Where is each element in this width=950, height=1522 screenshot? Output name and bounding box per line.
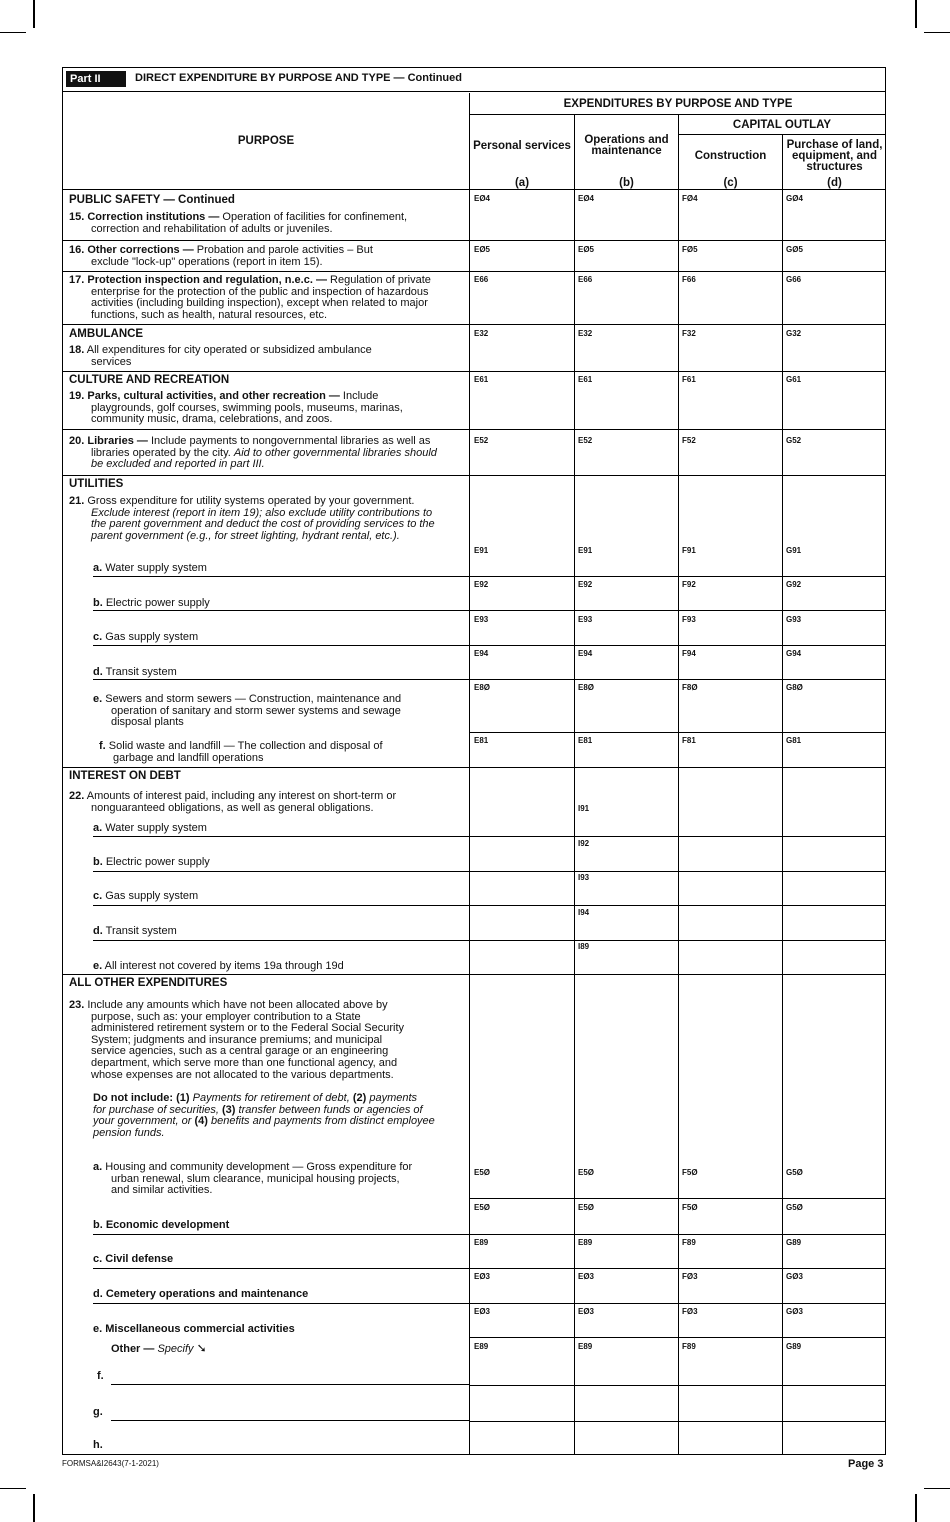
- item-text: Include: [342, 390, 379, 402]
- field-code: E32: [578, 329, 593, 338]
- row-divider: [63, 767, 886, 768]
- item-22: [69, 791, 465, 814]
- item-letter: b.: [93, 856, 103, 868]
- note-text: Payments for retirement of debt,: [192, 1092, 350, 1104]
- item-text: the parent government and deduct the cost of providing services to the: [91, 518, 435, 531]
- utility-a: [93, 562, 207, 574]
- item-text: libraries operated by the city.: [91, 446, 231, 459]
- underline: [93, 1303, 469, 1304]
- field-code: G52: [786, 436, 802, 445]
- utility-f: [99, 741, 469, 764]
- field-code: E92: [578, 580, 593, 589]
- note-text: your government, or: [93, 1115, 192, 1128]
- field-code: E91: [578, 546, 593, 555]
- item-text: correction and rehabilitation of adults or juveniles.: [91, 222, 333, 235]
- other-g: [93, 1406, 103, 1418]
- utility-e: [93, 694, 469, 729]
- item-letter: a.: [93, 822, 103, 834]
- field-code: E89: [578, 1342, 593, 1351]
- item-text: Sewers and storm sewers — Construction, maintenance and: [105, 693, 402, 705]
- item-text: Amounts of interest paid, including any interest on short-term or: [86, 790, 397, 802]
- interest-code: I92: [578, 839, 590, 848]
- item-number: 21.: [69, 495, 85, 507]
- item-letter: c.: [93, 1253, 103, 1265]
- item-letter: d.: [93, 666, 103, 678]
- section-utilities: UTILITIES: [69, 478, 124, 490]
- interest-e: [93, 960, 344, 972]
- field-code: E32: [474, 329, 489, 338]
- underline: [93, 905, 469, 906]
- item-21: [69, 496, 467, 542]
- row-divider: [469, 1268, 886, 1269]
- row-divider: [469, 1337, 886, 1338]
- item-text: and similar activities.: [111, 1184, 213, 1197]
- field-code: F66: [682, 275, 696, 284]
- item-letter: c.: [93, 631, 103, 643]
- row-divider: [63, 324, 886, 325]
- item-text: All expenditures for city operated or subsidized ambulance: [86, 344, 372, 356]
- item-text: exclude "lock-up" operations (report in item 15).: [91, 255, 323, 268]
- item-title: Other corrections —: [87, 244, 194, 256]
- row-divider: [469, 732, 886, 733]
- field-code: F94: [682, 649, 696, 658]
- field-code: E66: [578, 275, 593, 284]
- expenditure-form: [62, 67, 886, 1455]
- item-text: services: [91, 355, 132, 368]
- item-letter: d.: [93, 1288, 103, 1300]
- crop-mark: [915, 0, 917, 28]
- crop-mark: [915, 1494, 917, 1522]
- underline: [93, 1234, 469, 1235]
- field-code: E89: [578, 1238, 593, 1247]
- item-letter: a.: [93, 562, 103, 574]
- utility-d: [93, 666, 177, 678]
- col-d-letter: (d): [827, 177, 842, 189]
- item-text: purpose, such as: your employer contribution to a State: [91, 1010, 361, 1023]
- part-title: DIRECT EXPENDITURE BY PURPOSE AND TYPE — Continued: [135, 72, 462, 84]
- note-number: (4): [194, 1115, 208, 1128]
- field-code: F8Ø: [682, 683, 698, 692]
- note-title: Do not include:: [93, 1092, 174, 1104]
- row-divider: [469, 576, 886, 577]
- item-text: Civil defense: [105, 1253, 174, 1265]
- col-a-header: Personal services: [473, 139, 571, 152]
- row-divider: [63, 475, 886, 476]
- field-code: EØ3: [578, 1272, 595, 1281]
- item-number: 17.: [69, 274, 85, 286]
- crop-mark: [924, 1488, 950, 1489]
- item-text: playgrounds, golf courses, swimming pools, museums, marinas,: [91, 401, 403, 414]
- field-code: E52: [474, 436, 489, 445]
- field-code: G61: [786, 375, 802, 384]
- item-number: 20.: [69, 435, 85, 447]
- field-code: EØ3: [474, 1272, 491, 1281]
- other-d: [93, 1288, 308, 1300]
- item-text: Aid to other governmental libraries should: [233, 446, 437, 459]
- item-number: 23.: [69, 999, 85, 1011]
- item-text: Exclude interest (report in item 19); also exclude utility contributions to: [91, 506, 433, 519]
- item-text: Operation of facilities for confinement,: [222, 211, 408, 223]
- field-code: EØ4: [578, 194, 595, 203]
- crop-mark: [0, 1488, 26, 1489]
- item-text: be excluded and reported in part III.: [91, 458, 265, 471]
- item-text: Gas supply system: [105, 890, 199, 902]
- do-not-include-note: [93, 1093, 469, 1139]
- item-text: Electric power supply: [105, 597, 210, 609]
- item-18: [69, 345, 465, 368]
- interest-code: I93: [578, 873, 590, 882]
- field-code: E94: [474, 649, 489, 658]
- item-text: Include payments to nongovernmental libraries as well as: [150, 435, 431, 447]
- interest-d: [93, 925, 177, 937]
- item-17: [69, 275, 465, 321]
- field-code: EØ4: [474, 194, 491, 203]
- item-letter: d.: [93, 925, 103, 937]
- form-number: FORMSA&I2643(7-1-2021): [62, 1459, 159, 1468]
- field-code: FØ3: [682, 1272, 698, 1281]
- row-divider: [469, 1303, 886, 1304]
- item-letter: e.: [93, 693, 103, 705]
- row-divider: [469, 679, 886, 680]
- section-ambulance: AMBULANCE: [69, 328, 144, 340]
- field-code: G89: [786, 1342, 802, 1351]
- item-text: department, which serve more than one functional agency, and: [91, 1056, 398, 1069]
- field-code: E5Ø: [578, 1168, 595, 1177]
- field-code: G93: [786, 615, 802, 624]
- divider: [469, 114, 885, 115]
- field-code: E8Ø: [474, 683, 491, 692]
- note-text: for purchase of securities,: [93, 1103, 219, 1116]
- other-a: [93, 1162, 469, 1197]
- item-text: administered retirement system or to the Federal Social Security: [91, 1022, 405, 1035]
- field-code: GØ3: [786, 1272, 803, 1281]
- arrow-icon: ➘: [196, 1341, 207, 1355]
- field-code: E8Ø: [578, 683, 595, 692]
- row-divider: [469, 836, 886, 837]
- field-code: E5Ø: [474, 1203, 491, 1212]
- item-text: Miscellaneous commercial activities: [105, 1323, 295, 1335]
- field-code: F5Ø: [682, 1203, 698, 1212]
- underline: [93, 645, 469, 646]
- note-number: (2): [352, 1092, 367, 1104]
- crop-mark: [0, 32, 26, 33]
- field-code: E94: [578, 649, 593, 658]
- field-code: E52: [578, 436, 593, 445]
- specify-line-f[interactable]: [111, 1384, 469, 1385]
- field-code: E61: [578, 375, 593, 384]
- item-23: [69, 1000, 465, 1081]
- other-b: [93, 1219, 229, 1231]
- field-code: F91: [682, 546, 696, 555]
- item-letter: g.: [93, 1406, 103, 1418]
- field-code: F89: [682, 1238, 696, 1247]
- section-culture: CULTURE AND RECREATION: [69, 374, 230, 386]
- field-code: F89: [682, 1342, 696, 1351]
- item-text: Solid waste and landfill — The collection and disposal of: [108, 740, 383, 752]
- other-specify: [111, 1341, 207, 1355]
- item-letter: e.: [93, 960, 103, 972]
- item-number: 16.: [69, 244, 85, 256]
- item-text: All interest not covered by items 19a through 19d: [104, 960, 344, 972]
- interest-a: [93, 822, 207, 834]
- other-h: [93, 1439, 103, 1451]
- interest-code: I91: [578, 804, 590, 813]
- note-text: benefits and payments from distinct employee: [211, 1115, 435, 1128]
- row-divider: [469, 940, 886, 941]
- item-text: urban renewal, slum clearance, municipal housing projects,: [111, 1172, 400, 1185]
- underline: [93, 576, 469, 577]
- field-code: G92: [786, 580, 802, 589]
- row-divider: [469, 871, 886, 872]
- field-code: E81: [474, 736, 489, 745]
- field-code: E66: [474, 275, 489, 284]
- field-code: G94: [786, 649, 802, 658]
- field-code: GØ3: [786, 1307, 803, 1316]
- utility-b: [93, 597, 210, 609]
- field-code: G5Ø: [786, 1203, 803, 1212]
- purpose-header: PURPOSE: [237, 134, 295, 147]
- field-code: E5Ø: [474, 1168, 491, 1177]
- field-code: EØ5: [578, 245, 595, 254]
- divider: [574, 115, 575, 1455]
- item-text: service agencies, such as a central garage or an engineering: [91, 1045, 389, 1058]
- row-divider: [469, 1421, 886, 1422]
- field-code: F93: [682, 615, 696, 624]
- col-d-header: Purchase of land, equipment, and structures: [786, 138, 883, 173]
- interest-b: [93, 856, 210, 868]
- row-divider: [63, 371, 886, 372]
- field-code: E91: [474, 546, 489, 555]
- note-number: (3): [222, 1103, 236, 1116]
- crop-mark: [33, 0, 35, 28]
- row-divider: [469, 610, 886, 611]
- specify-label: Specify: [157, 1343, 194, 1355]
- field-code: F81: [682, 736, 696, 745]
- field-code: G89: [786, 1238, 802, 1247]
- field-code: E5Ø: [578, 1203, 595, 1212]
- item-text: whose expenses are not allocated to the various departments.: [91, 1068, 394, 1081]
- item-letter: f.: [97, 1370, 104, 1382]
- field-code: G8Ø: [786, 683, 803, 692]
- underline: [93, 836, 469, 837]
- item-text: Transit system: [105, 925, 177, 937]
- field-code: F32: [682, 329, 696, 338]
- row-divider: [469, 1385, 886, 1386]
- item-text: community music, drama, celebrations, and zoos.: [91, 413, 333, 426]
- row-divider: [469, 1234, 886, 1235]
- col-a-letter: (a): [514, 177, 530, 189]
- item-letter: f.: [99, 740, 106, 752]
- item-text: Cemetery operations and maintenance: [105, 1288, 309, 1300]
- col-c-letter: (c): [723, 177, 738, 189]
- item-number: 18.: [69, 344, 85, 356]
- part-label: Part II: [66, 71, 126, 87]
- item-title: Correction institutions —: [87, 211, 220, 223]
- row-divider: [469, 905, 886, 906]
- row-divider: [63, 429, 886, 430]
- field-code: E93: [474, 615, 489, 624]
- field-code: EØ3: [474, 1307, 491, 1316]
- underline: [93, 1268, 469, 1269]
- item-text: activities (including building inspection), except when related to major: [91, 297, 428, 310]
- item-text: Regulation of private: [330, 274, 431, 286]
- expenditures-header: EXPENDITURES BY PURPOSE AND TYPE: [563, 97, 793, 110]
- item-text: Electric power supply: [105, 856, 210, 868]
- item-text: Probation and parole activities – But: [196, 244, 373, 256]
- utility-c: [93, 631, 198, 643]
- field-code: F92: [682, 580, 696, 589]
- item-text: System; judgments and insurance premiums; and municipal: [91, 1033, 383, 1046]
- item-text: enterprise for the protection of the public and inspection of hazardous: [91, 285, 429, 298]
- row-divider: [63, 271, 886, 272]
- underline: [93, 871, 469, 872]
- interest-code: I94: [578, 908, 590, 917]
- item-title: Protection inspection and regulation, n.e.c. —: [87, 274, 327, 286]
- row-divider: [63, 240, 886, 241]
- row-divider: [469, 645, 886, 646]
- field-code: FØ4: [682, 194, 698, 203]
- page-number: Page 3: [848, 1458, 884, 1470]
- item-15: [69, 212, 465, 235]
- field-code: G32: [786, 329, 802, 338]
- item-title: Libraries —: [87, 435, 148, 447]
- section-interest: INTEREST ON DEBT: [69, 770, 181, 782]
- item-letter: c.: [93, 890, 103, 902]
- field-code: E89: [474, 1238, 489, 1247]
- field-code: G5Ø: [786, 1168, 803, 1177]
- col-b-letter: (b): [619, 177, 634, 189]
- item-text: operation of sanitary and storm sewer systems and sewage: [111, 704, 401, 717]
- specify-line-g[interactable]: [111, 1420, 469, 1421]
- item-text: Water supply system: [105, 822, 207, 834]
- item-text: Transit system: [105, 666, 177, 678]
- item-number: 15.: [69, 211, 85, 223]
- item-text: Include any amounts which have not been allocated above by: [87, 999, 388, 1011]
- item-letter: b.: [93, 597, 103, 609]
- underline: [93, 679, 469, 680]
- divider: [63, 189, 886, 190]
- field-code: E89: [474, 1342, 489, 1351]
- field-code: E61: [474, 375, 489, 384]
- interest-c: [93, 890, 198, 902]
- item-20: [69, 436, 467, 471]
- field-code: E81: [578, 736, 593, 745]
- field-code: F5Ø: [682, 1168, 698, 1177]
- item-text: nonguaranteed obligations, as well as general obligations.: [91, 801, 374, 814]
- item-text: disposal plants: [111, 716, 184, 729]
- item-text: garbage and landfill operations: [113, 751, 264, 764]
- item-letter: b.: [93, 1219, 103, 1231]
- item-19: [69, 391, 465, 426]
- item-16: [69, 245, 465, 268]
- field-code: G66: [786, 275, 802, 284]
- section-public-safety: PUBLIC SAFETY — Continued: [69, 194, 235, 206]
- divider: [678, 115, 679, 1455]
- note-number: (1): [176, 1092, 190, 1104]
- item-title: Parks, cultural activities, and other recreation —: [87, 390, 340, 402]
- note-text: transfer between funds or agencies of: [238, 1103, 423, 1116]
- section-other: ALL OTHER EXPENDITURES: [69, 977, 228, 989]
- field-code: G81: [786, 736, 802, 745]
- item-text: Economic development: [105, 1219, 230, 1231]
- crop-mark: [924, 32, 950, 33]
- other-f: [97, 1370, 104, 1382]
- crop-mark: [33, 1494, 35, 1522]
- field-code: F52: [682, 436, 696, 445]
- item-letter: h.: [93, 1439, 103, 1451]
- field-code: GØ4: [786, 194, 803, 203]
- underline: [93, 610, 469, 611]
- row-divider: [63, 974, 886, 975]
- other-label: Other —: [111, 1343, 155, 1355]
- item-text: Housing and community development — Gross expenditure for: [105, 1161, 413, 1173]
- field-code: GØ5: [786, 245, 803, 254]
- underline: [93, 940, 469, 941]
- capital-outlay-header: CAPITAL OUTLAY: [732, 118, 832, 131]
- field-code: EØ5: [474, 245, 491, 254]
- item-letter: a.: [93, 1161, 103, 1173]
- note-text: payments: [369, 1092, 418, 1104]
- item-text: Gas supply system: [105, 631, 199, 643]
- item-number: 22.: [69, 790, 85, 802]
- part-header: [63, 68, 885, 92]
- field-code: E92: [474, 580, 489, 589]
- divider: [782, 135, 783, 1455]
- other-e: [93, 1323, 295, 1335]
- item-text: Gross expenditure for utility systems operated by your government.: [87, 495, 415, 507]
- field-code: G91: [786, 546, 802, 555]
- interest-code: I89: [578, 942, 590, 951]
- divider: [469, 93, 470, 1455]
- field-code: EØ3: [578, 1307, 595, 1316]
- field-code: FØ3: [682, 1307, 698, 1316]
- row-divider: [469, 1198, 886, 1199]
- field-code: E93: [578, 615, 593, 624]
- field-code: FØ5: [682, 245, 698, 254]
- item-text: functions, such as health, natural resources, etc.: [91, 308, 328, 321]
- col-b-header: Operations and maintenance: [584, 134, 669, 157]
- item-text: Water supply system: [105, 562, 207, 574]
- other-c: [93, 1253, 173, 1265]
- divider: [678, 134, 886, 135]
- item-text: parent government (e.g., for street lighting, hydrant rental, etc.).: [91, 529, 400, 542]
- note-text: pension funds.: [93, 1126, 165, 1139]
- item-letter: e.: [93, 1323, 103, 1335]
- field-code: F61: [682, 375, 696, 384]
- col-c-header: Construction: [694, 149, 767, 162]
- item-number: 19.: [69, 390, 85, 402]
